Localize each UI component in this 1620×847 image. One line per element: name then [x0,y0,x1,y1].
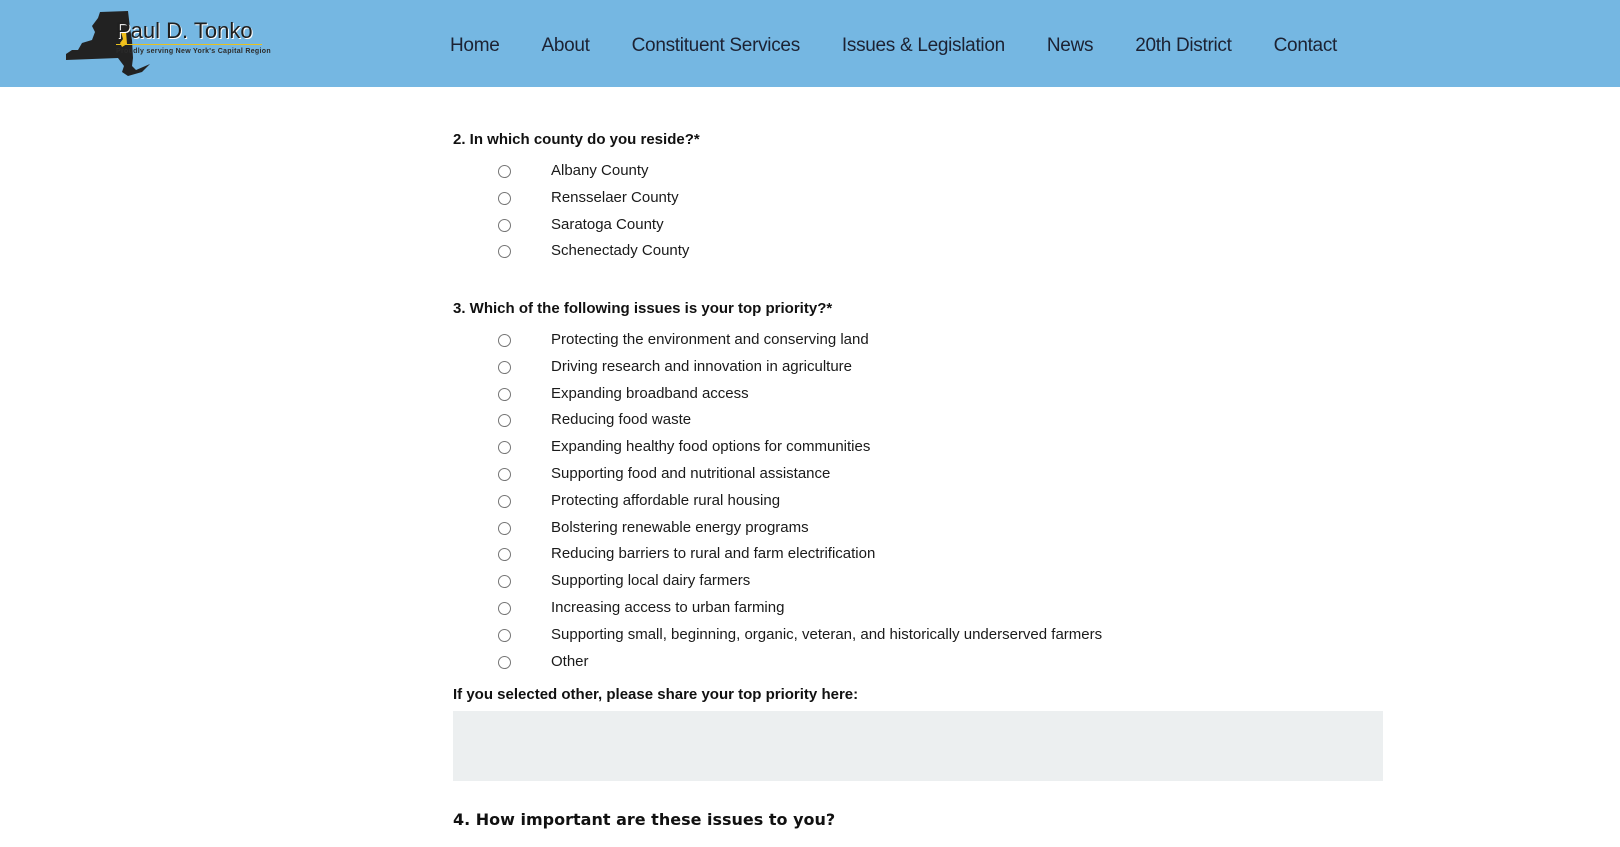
radio-renewable-energy[interactable] [498,522,511,535]
option-label[interactable]: Expanding healthy food options for communities [551,438,871,456]
other-priority-label: If you selected other, please share your top priority here: [453,686,859,703]
option-label[interactable]: Other [551,652,589,670]
priority-option[interactable] [453,492,1353,519]
priority-option[interactable] [453,331,1353,358]
priority-option[interactable] [453,599,1353,626]
option-label[interactable]: Driving research and innovation in agriculture [551,357,852,375]
radio-nutrition-assistance[interactable] [498,468,511,481]
site-logo[interactable] [32,10,272,78]
question-4-label: 4. How important are these issues to you? [453,810,836,829]
priority-option[interactable] [453,358,1353,385]
priority-option[interactable] [453,385,1353,412]
question-2-label: 2. In which county do you reside?* [453,131,700,148]
question-3-label: 3. Which of the following issues is your top priority?* [453,300,833,317]
other-priority-textarea[interactable] [453,711,1383,781]
option-label[interactable]: Protecting the environment and conserving land [551,331,869,348]
nav-20th-district[interactable]: 20th District [1135,35,1232,56]
logo-title: Paul D. Tonko [116,18,253,43]
radio-saratoga-county[interactable] [498,219,511,232]
option-label[interactable]: Expanding broadband access [551,384,749,402]
radio-electrification[interactable] [498,548,511,561]
priority-option[interactable] [453,572,1353,599]
radio-environment[interactable] [498,334,511,347]
nav-home[interactable]: Home [450,35,500,56]
priority-option[interactable] [453,545,1353,572]
radio-healthy-food[interactable] [498,441,511,454]
option-label[interactable]: Supporting local dairy farmers [551,572,751,590]
county-option[interactable] [453,162,1353,189]
county-option[interactable] [453,189,1353,216]
priority-option[interactable] [453,653,1353,680]
nav-news[interactable]: News [1046,35,1094,56]
radio-dairy-farmers[interactable] [498,575,511,588]
option-label[interactable]: Protecting affordable rural housing [551,491,781,509]
radio-broadband[interactable] [498,388,511,401]
option-label[interactable]: Rensselaer County [551,188,679,206]
radio-rural-housing[interactable] [498,495,511,508]
radio-urban-farming[interactable] [498,602,511,615]
nav-contact[interactable]: Contact [1273,35,1338,56]
priority-option[interactable] [453,519,1353,546]
radio-other[interactable] [498,656,511,669]
priority-option[interactable] [453,626,1353,653]
county-radio-group [453,162,1353,269]
radio-food-waste[interactable] [498,414,511,427]
main-nav [450,32,1379,60]
option-label[interactable]: Supporting small, beginning, organic, veteran, and historically underserved farmers [551,625,1103,643]
logo-divider [116,44,262,45]
radio-rensselaer-county[interactable] [498,192,511,205]
county-option[interactable] [453,242,1353,269]
site-header [0,0,1620,87]
option-label[interactable]: Albany County [551,162,649,179]
option-label[interactable]: Saratoga County [551,215,664,233]
priority-option[interactable] [453,438,1353,465]
option-label[interactable]: Reducing food waste [551,411,692,429]
logo-tagline: Proudly serving New York's Capital Region [116,48,271,55]
county-option[interactable] [453,216,1353,243]
radio-albany-county[interactable] [498,165,511,178]
radio-schenectady-county[interactable] [498,245,511,258]
option-label[interactable]: Bolstering renewable energy programs [551,518,809,536]
radio-small-farmers[interactable] [498,629,511,642]
nav-about[interactable]: About [541,35,590,56]
priority-option[interactable] [453,411,1353,438]
option-label[interactable]: Supporting food and nutritional assistance [551,464,831,482]
radio-research-agriculture[interactable] [498,361,511,374]
priority-radio-group [453,331,1353,679]
priority-option[interactable] [453,465,1353,492]
option-label[interactable]: Increasing access to urban farming [551,598,785,616]
option-label[interactable]: Reducing barriers to rural and farm electrification [551,545,876,563]
nav-constituent-services[interactable]: Constituent Services [631,35,800,56]
nav-issues-legislation[interactable]: Issues & Legislation [841,35,1005,56]
option-label[interactable]: Schenectady County [551,242,690,260]
